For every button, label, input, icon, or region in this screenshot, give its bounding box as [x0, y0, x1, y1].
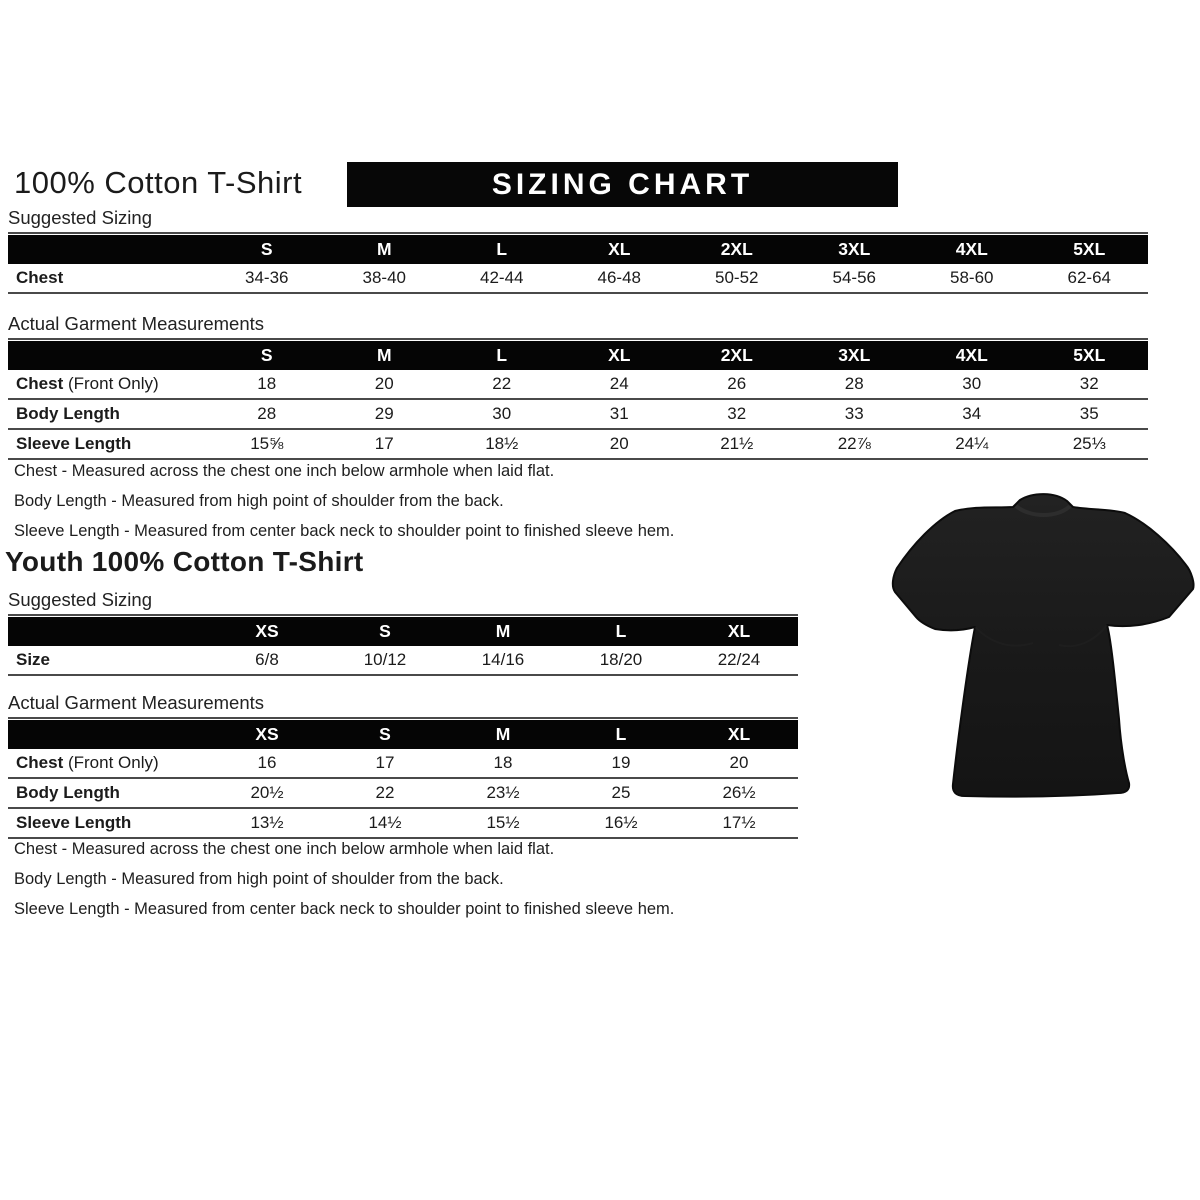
banner-label: SIZING CHART	[491, 167, 754, 201]
note-line: Sleeve Length - Measured from center back neck to shoulder point to finished sleeve hem.	[14, 522, 675, 540]
size-column-header: 3XL	[838, 239, 871, 259]
measurement-value: 20	[374, 374, 394, 393]
measurement-value: 21½	[720, 434, 754, 453]
table-header-row	[8, 235, 1148, 264]
measurement-value: 20½	[250, 783, 284, 802]
measurement-value: 54-56	[832, 268, 876, 287]
table-row	[8, 430, 1148, 460]
table-header-row	[8, 720, 798, 749]
size-column-header: M	[376, 239, 392, 259]
measurement-value: 23½	[486, 783, 520, 802]
size-column-header: 5XL	[1073, 345, 1106, 365]
measurement-value: 6/8	[255, 650, 279, 669]
measurement-value: 32	[727, 404, 747, 423]
size-column-header: 2XL	[720, 239, 753, 259]
row-label: Size	[16, 650, 51, 669]
adult-garment-table	[8, 341, 1148, 460]
size-column-header: L	[615, 621, 627, 641]
measurement-value: 38-40	[362, 268, 406, 287]
measurement-value: 30	[962, 374, 982, 393]
youth-suggested-table	[8, 617, 798, 676]
youth-measurement-notes	[14, 840, 914, 930]
table-row	[8, 749, 798, 779]
section-label: Actual Garment Measurements	[8, 313, 1148, 340]
measurement-value: 20	[729, 753, 749, 772]
measurement-value: 22	[492, 374, 512, 393]
measurement-value: 17	[374, 434, 394, 453]
measurement-value: 20	[609, 434, 629, 453]
measurement-value: 25⅓	[1072, 434, 1106, 453]
measurement-value: 26½	[722, 783, 756, 802]
size-column-header: XL	[727, 621, 751, 641]
size-column-header: M	[495, 621, 511, 641]
row-label: Body Length	[16, 404, 120, 423]
measurement-value: 19	[611, 753, 631, 772]
note-line: Sleeve Length - Measured from center back neck to shoulder point to finished sleeve hem.	[14, 900, 675, 918]
section-label: Suggested Sizing	[8, 589, 798, 616]
size-column-header: 4XL	[955, 345, 988, 365]
measurement-value: 13½	[250, 813, 284, 832]
youth-garment-section	[8, 692, 798, 839]
black-tshirt-illustration	[883, 477, 1200, 809]
measurement-value: 24¼	[955, 434, 989, 453]
youth-suggested-section	[8, 589, 798, 676]
size-column-header: XL	[608, 345, 631, 365]
measurement-value: 34	[962, 404, 982, 423]
measurement-value: 14½	[368, 813, 402, 832]
table-header-row	[8, 341, 1148, 370]
section-label: Actual Garment Measurements	[8, 692, 798, 719]
youth-garment-table	[8, 720, 798, 839]
measurement-value: 22⅞	[837, 434, 871, 453]
measurement-value: 18½	[485, 434, 519, 453]
size-column-header: XS	[255, 621, 279, 641]
table-row	[8, 370, 1148, 400]
note-line: Body Length - Measured from high point of shoulder from the back.	[14, 870, 504, 888]
tshirt-image	[883, 477, 1200, 809]
measurement-value: 34-36	[245, 268, 289, 287]
row-label: Sleeve Length	[16, 813, 132, 832]
measurement-value: 18	[257, 374, 277, 393]
size-column-header: XL	[727, 724, 751, 744]
size-column-header: M	[376, 345, 392, 365]
table-row	[8, 264, 1148, 294]
section-label: Suggested Sizing	[8, 207, 1148, 234]
measurement-value: 28	[844, 374, 864, 393]
measurement-value: 50-52	[715, 268, 759, 287]
size-column-header: S	[379, 621, 391, 641]
measurement-value: 26	[727, 374, 747, 393]
size-column-header: L	[615, 724, 627, 744]
measurement-value: 32	[1079, 374, 1099, 393]
size-column-header: 2XL	[720, 345, 753, 365]
size-column-header: L	[496, 239, 508, 259]
measurement-value: 22	[375, 783, 395, 802]
measurement-value: 24	[609, 374, 629, 393]
size-column-header: M	[495, 724, 511, 744]
page-title: 100% Cotton T-Shirt	[14, 165, 303, 200]
table-row	[8, 400, 1148, 430]
table-row	[8, 809, 798, 839]
size-column-header: XS	[255, 724, 279, 744]
table-row	[8, 646, 798, 676]
size-column-header: S	[260, 239, 273, 259]
adult-garment-section	[8, 313, 1148, 460]
size-column-header: S	[260, 345, 273, 365]
measurement-value: 46-48	[597, 268, 641, 287]
row-label: Sleeve Length	[16, 434, 132, 453]
measurement-value: 58-60	[950, 268, 994, 287]
size-column-header: 4XL	[955, 239, 988, 259]
measurement-value: 35	[1079, 404, 1099, 423]
youth-section-title: Youth 100% Cotton T-Shirt	[5, 546, 364, 577]
measurement-value: 16½	[604, 813, 638, 832]
measurement-value: 18/20	[599, 650, 643, 669]
adult-suggested-section	[8, 207, 1148, 294]
measurement-value: 62-64	[1067, 268, 1111, 287]
measurement-value: 18	[493, 753, 513, 772]
measurement-value: 17½	[722, 813, 756, 832]
measurement-value: 31	[609, 404, 629, 423]
measurement-value: 15½	[486, 813, 520, 832]
measurement-value: 29	[374, 404, 394, 423]
measurement-value: 30	[492, 404, 512, 423]
note-line: Body Length - Measured from high point of shoulder from the back.	[14, 492, 504, 510]
measurement-value: 10/12	[363, 650, 407, 669]
measurement-value: 28	[257, 404, 277, 423]
row-label: Body Length	[16, 783, 120, 802]
measurement-value: 25	[611, 783, 631, 802]
table-row	[8, 779, 798, 809]
note-line: Chest - Measured across the chest one inch below armhole when laid flat.	[14, 462, 555, 480]
measurement-value: 42-44	[480, 268, 524, 287]
size-column-header: L	[496, 345, 508, 365]
row-label: Chest (Front Only)	[16, 753, 159, 772]
size-column-header: 3XL	[838, 345, 871, 365]
measurement-value: 16	[257, 753, 277, 772]
adult-suggested-table	[8, 235, 1148, 294]
sizing-chart-banner	[347, 162, 898, 207]
size-column-header: 5XL	[1073, 239, 1106, 259]
measurement-value: 17	[375, 753, 395, 772]
measurement-value: 22/24	[717, 650, 761, 669]
size-column-header: S	[379, 724, 391, 744]
table-header-row	[8, 617, 798, 646]
row-label: Chest	[16, 268, 64, 287]
row-label: Chest (Front Only)	[16, 374, 159, 393]
measurement-value: 15⅝	[250, 434, 284, 453]
measurement-value: 33	[844, 404, 864, 423]
measurement-value: 14/16	[481, 650, 525, 669]
adult-measurement-notes	[14, 462, 914, 552]
size-column-header: XL	[608, 239, 631, 259]
note-line: Chest - Measured across the chest one inch below armhole when laid flat.	[14, 840, 555, 858]
